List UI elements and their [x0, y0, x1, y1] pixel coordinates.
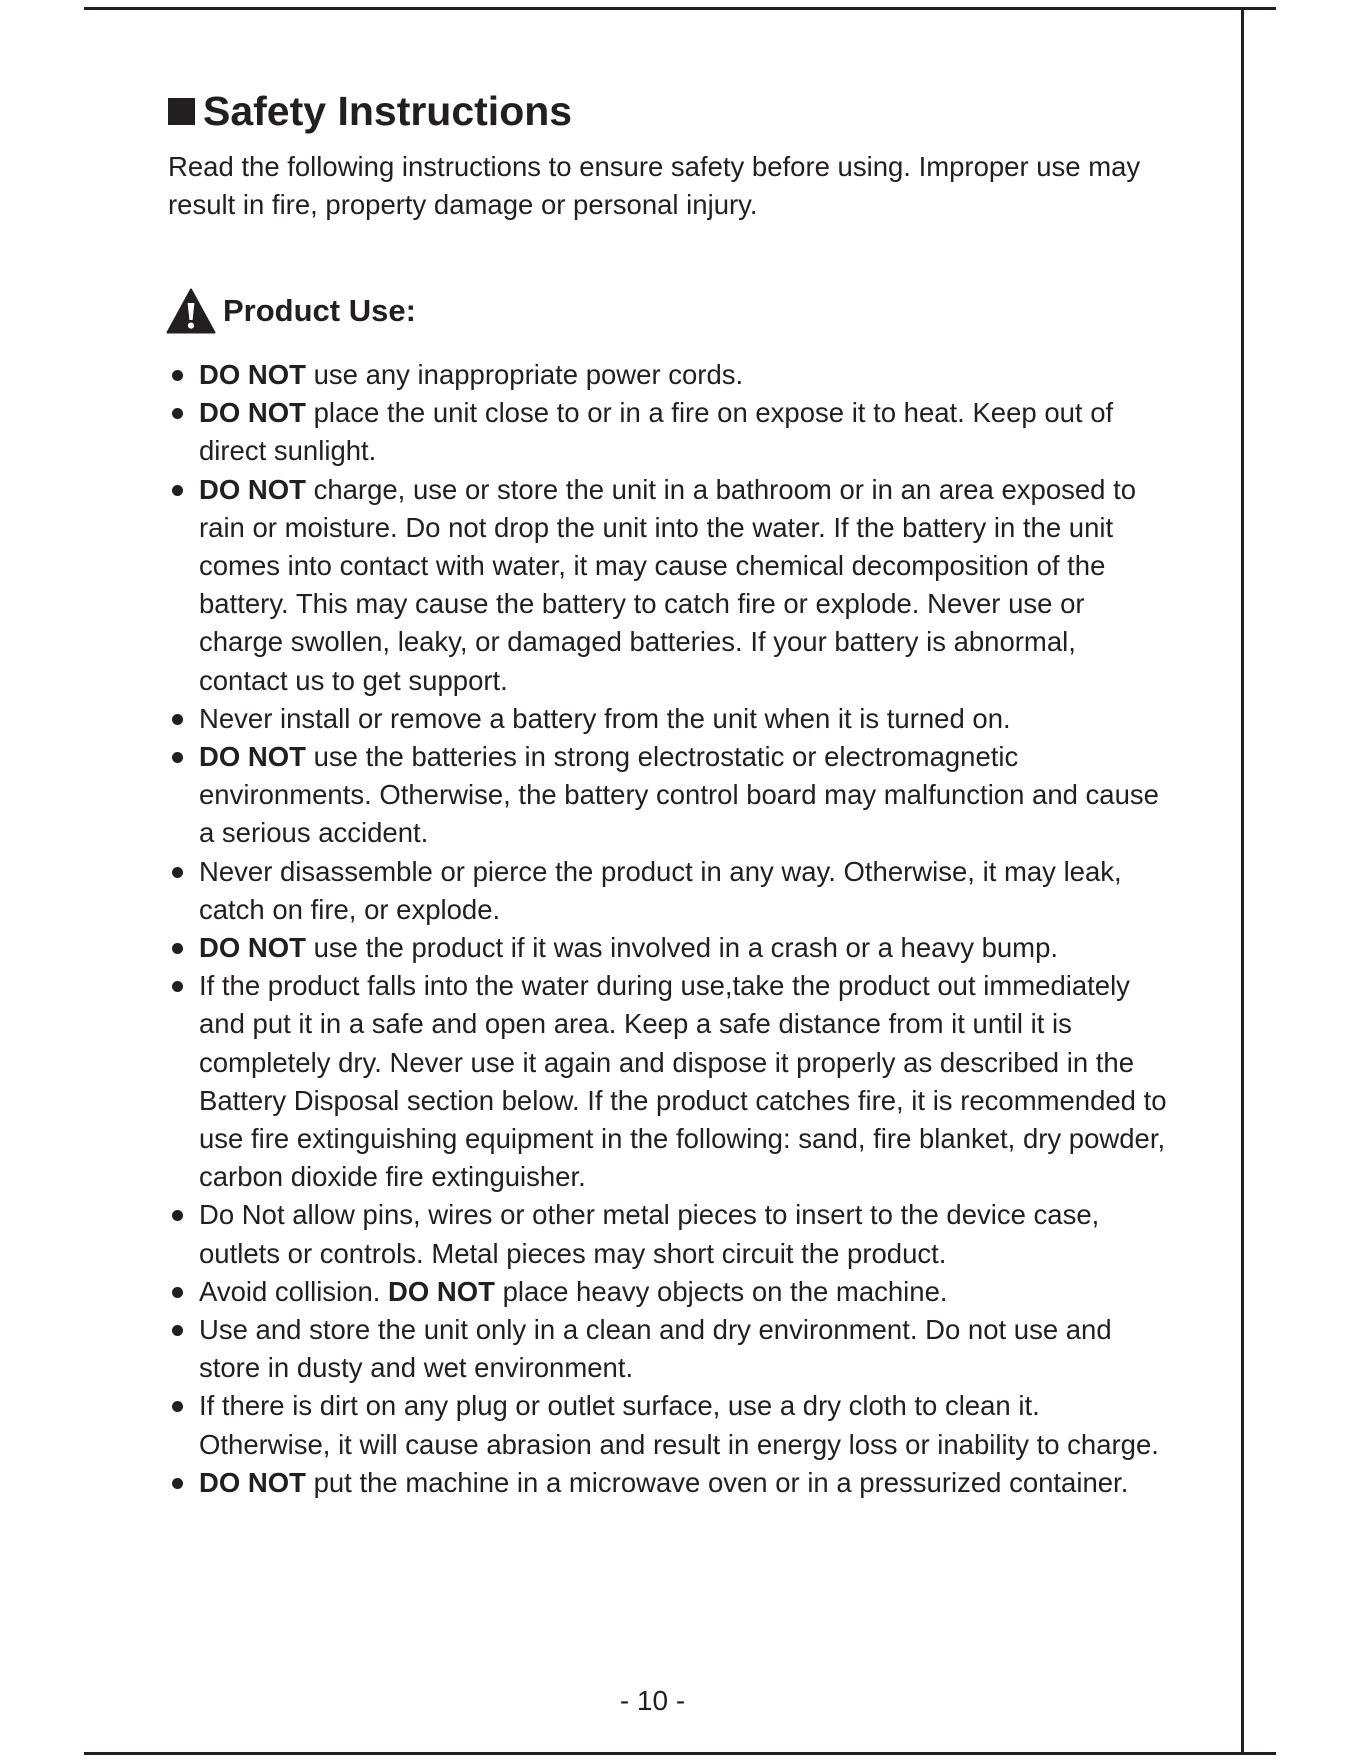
- warning-triangle-icon: [166, 288, 216, 334]
- bullet-icon: [172, 867, 183, 878]
- bullet-icon: [172, 943, 183, 954]
- item-text: charge, use or store the unit in a bathroom or in an area exposed to rain or moisture. Do not drop the unit into the water. If the battery in the unit comes into contact with water, it may cause chemical decomposition of the battery. This may cause the battery to catch fire or explode. Never use or charge swollen, leaky, or damaged batteries. If your battery is abnormal, contact us to get support.: [199, 473, 1137, 696]
- list-item: [166, 1464, 1171, 1502]
- bullet-icon: [172, 1287, 183, 1298]
- emphasis-text: DO NOT: [199, 741, 306, 773]
- emphasis-text: DO NOT: [199, 473, 306, 505]
- item-text: Never disassemble or pierce the product in any way. Otherwise, it may leak, catch on fire, or explode.: [199, 855, 1122, 925]
- item-text: use any inappropriate power cords.: [305, 359, 744, 390]
- bullet-icon: [172, 714, 183, 725]
- list-item: [166, 700, 1171, 738]
- list-item: [166, 1387, 1171, 1463]
- item-text: use the batteries in strong electrostatic or electromagnetic environments. Otherwise, the battery control board may malfunction and cause a serious accident.: [199, 741, 1159, 849]
- bullet-icon: [172, 981, 183, 992]
- list-item: [166, 1196, 1171, 1272]
- bullet-icon: [172, 370, 183, 381]
- item-text: If there is dirt on any plug or outlet surface, use a dry cloth to clean it. Otherwise, it will cause abrasion and result in energy loss or inability to charge.: [199, 1390, 1159, 1460]
- black-square-icon: [168, 98, 195, 125]
- safety-rules-list: [166, 356, 1171, 1502]
- emphasis-text: DO NOT: [199, 1466, 306, 1498]
- page-number: - 10 -: [619, 1685, 686, 1716]
- list-item: [166, 356, 1171, 394]
- bullet-icon: [172, 485, 183, 496]
- item-text: If the product falls into the water during use,take the product out immediately and put it in a safe and open area. Keep a safe distance from it until it is completely dry. Never use it again and dispose it properly as described in the Battery Disposal section below. If the product catches fire, it is recommended to use fire extinguishing equipment in the following: sand, fire blanket, dry powder, carbon dioxide fire extinguisher.: [199, 970, 1167, 1193]
- list-item: [166, 738, 1171, 853]
- bullet-icon: [172, 752, 183, 763]
- bullet-icon: [172, 408, 183, 419]
- item-text: put the machine in a microwave oven or in a pressurized container.: [305, 1466, 1129, 1498]
- item-text: place heavy objects on the machine.: [495, 1275, 948, 1307]
- item-text: place the unit close to or in a fire on expose it to heat. Keep out of direct sunlight.: [199, 397, 1114, 467]
- list-item: [166, 929, 1171, 967]
- emphasis-text: DO NOT: [388, 1275, 495, 1307]
- emphasis-text: DO NOT: [199, 932, 306, 964]
- list-item: [166, 471, 1171, 700]
- bullet-icon: [172, 1210, 183, 1221]
- bullet-icon: [172, 1478, 183, 1489]
- item-text: use the product if it was involved in a crash or a heavy bump.: [305, 932, 1059, 964]
- item-text: Use and store the unit only in a clean and dry environment. Do not use and store in dusty and wet environment.: [199, 1314, 1112, 1384]
- page-content: [166, 84, 1171, 1502]
- subheading-label: Product Use:: [223, 293, 416, 328]
- list-item: [166, 394, 1171, 470]
- section-heading: [166, 84, 1171, 138]
- right-border-rule: [1241, 7, 1244, 1755]
- intro-paragraph: Read the following instructions to ensure safety before using. Improper use may result in fire, property damage or personal injury.: [168, 151, 1141, 220]
- item-text: Do Not allow pins, wires or other metal pieces to insert to the device case, outlets or controls. Metal pieces may short circuit the product.: [199, 1199, 1100, 1269]
- page-title: Safety Instructions: [203, 88, 573, 134]
- bottom-border-rule: [84, 1752, 1276, 1755]
- list-item: [166, 1273, 1171, 1311]
- list-item: [166, 967, 1171, 1196]
- emphasis-text: DO NOT: [199, 359, 306, 390]
- product-use-heading: [166, 288, 1171, 334]
- item-text: Never install or remove a battery from the unit when it is turned on.: [199, 702, 1011, 734]
- top-border-rule: [84, 7, 1276, 10]
- emphasis-text: DO NOT: [199, 397, 306, 429]
- bullet-icon: [172, 1325, 183, 1336]
- list-item: [166, 1311, 1171, 1387]
- item-prefix-text: Avoid collision.: [199, 1275, 389, 1307]
- bullet-icon: [172, 1401, 183, 1412]
- list-item: [166, 853, 1171, 929]
